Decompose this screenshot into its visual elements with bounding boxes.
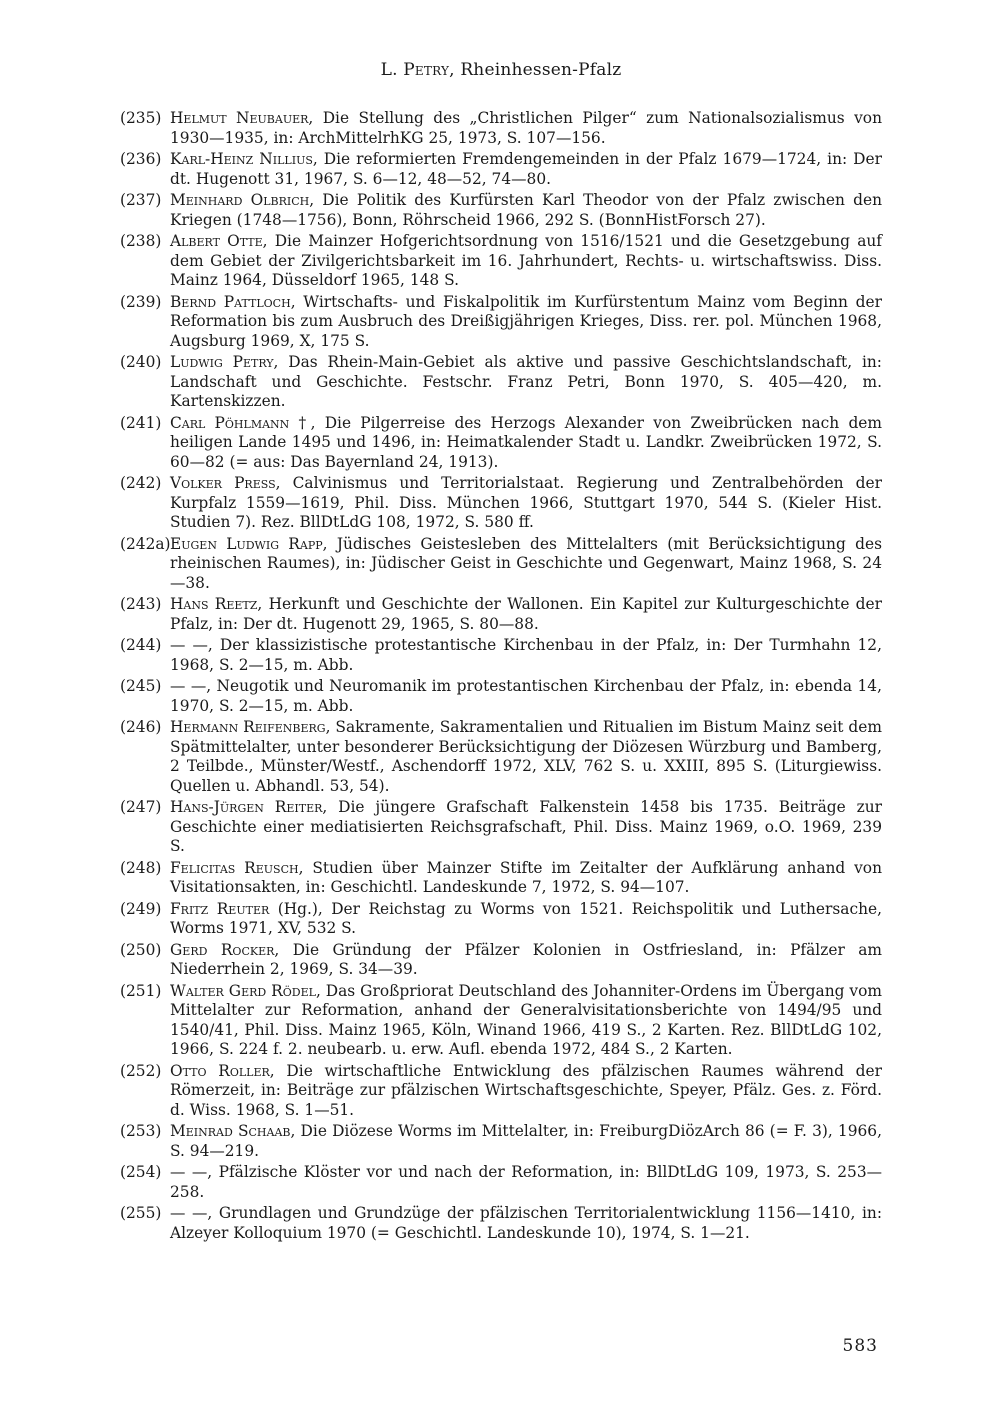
- entry-author: Gerd Rocker: [170, 940, 275, 959]
- bibliography-entry: [120, 293, 882, 352]
- bibliography-entry: [120, 191, 882, 230]
- entry-author: Ludwig Petry: [170, 353, 274, 371]
- entry-author: Eugen Ludwig Rapp: [170, 534, 323, 553]
- entry-number: (251): [120, 981, 162, 1000]
- entry-text: — —, Grundlagen und Grundzüge der pfälzischen Territorialentwicklung 1156—1410, in: Alzeyer Kolloquium 1970 (= Geschichtl. Landeskunde 10), 1974, S. 1—21.: [170, 1204, 882, 1242]
- bibliography-entry: [120, 353, 882, 412]
- entry-number: (241): [120, 413, 162, 432]
- entry-number: (244): [120, 636, 162, 654]
- bibliography-entry: [120, 1204, 882, 1243]
- entry-number: (247): [120, 798, 162, 816]
- running-head-author: L. Petry: [380, 60, 450, 80]
- entry-number: (248): [120, 858, 162, 877]
- entry-text: , Jüdisches Geistesleben des Mittelalters (mit Berücksichtigung des rheinischen Raumes), in: Jüdischer Geist in Geschichte und Gegenwart, Mainz 1968, S. 24—38.: [170, 534, 882, 592]
- bibliography-entry: [120, 109, 882, 148]
- entry-text: , Die jüngere Grafschaft Falkenstein 1458 bis 1735. Beiträge zur Geschichte einer mediatisierten Reichsgrafschaft, Phil. Diss. Mainz 1969, o.O. 1969, 239 S.: [170, 798, 882, 855]
- entry-author: Hans-Jürgen Reiter: [170, 798, 323, 816]
- entry-author: Meinrad Schaab: [170, 1122, 291, 1140]
- bibliography-entry: [120, 535, 882, 594]
- entry-author: Meinhard Olbrich: [170, 191, 310, 209]
- entry-number: (240): [120, 353, 162, 371]
- entry-author: Albert Otte: [170, 232, 263, 250]
- bibliography-entry: [120, 1163, 882, 1202]
- entry-author: Hermann Reifenberg: [170, 718, 326, 736]
- entry-text: (Hg.), Der Reichstag zu Worms von 1521. Reichspolitik und Luthersache, Worms 1971, XV, 532 S.: [170, 899, 882, 937]
- bibliography-entry: [120, 859, 882, 898]
- entry-author: Helmut Neubauer: [170, 109, 309, 127]
- entry-text: — —, Neugotik und Neuromanik im protestantischen Kirchenbau der Pfalz, in: ebenda 14, 1970, S. 2—15, m. Abb.: [170, 677, 882, 715]
- entry-text: , Sakramente, Sakramentalien und Ritualien im Bistum Mainz seit dem Spätmittelalter, unter besonderer Berücksichtigung der Diözesen Würzburg und Bamberg, 2 Teilbde., Münster/Westf., Aschendorff 1972, XLV, 762 S. u. XXIII, 895 S. (Liturgiewiss. Quellen u. Abhandl. 53, 54).: [170, 718, 882, 795]
- entry-text: , Die reformierten Fremdengemeinden in der Pfalz 1679—1724, in: Der dt. Hugenott 31, 1967, S. 6—12, 48—52, 74—80.: [170, 150, 882, 188]
- entry-text: , Die Mainzer Hofgerichtsordnung von 1516/1521 und die Gesetzgebung auf dem Gebiet der Zivilgerichtsbarkeit im 16. Jahrhundert, Rechts- u. wirtschaftswiss. Diss. Mainz 1964, Düsseldorf 1965, 148 S.: [170, 232, 882, 289]
- entry-number: (250): [120, 940, 162, 959]
- entry-text: — —, Pfälzische Klöster vor und nach der Reformation, in: BllDtLdG 109, 1973, S. 253—258.: [170, 1163, 882, 1201]
- entry-author: Otto Roller: [170, 1061, 270, 1080]
- bibliography-list: [120, 109, 882, 1245]
- running-head-separator: ,: [449, 60, 461, 80]
- entry-text: , Die Pilgerreise des Herzogs Alexander von Zweibrücken nach dem heiligen Lande 1495 und 1496, in: Heimatkalender Stadt u. Landkr. Zweibrücken 1972, S. 60—82 (= aus: Das Bayernland 24, 1913).: [170, 413, 883, 471]
- entry-author: Felicitas Reusch: [170, 858, 299, 877]
- entry-number: (252): [120, 1061, 162, 1080]
- entry-author: Fritz Reuter: [170, 899, 270, 918]
- entry-number: (249): [120, 899, 162, 918]
- entry-number: (239): [120, 292, 162, 311]
- entry-text: , Die Stellung des „Christlichen Pilger“ zum Nationalsozialismus von 1930—1935, in: ArchMittelrhKG 25, 1973, S. 107—156.: [170, 109, 882, 147]
- bibliography-entry: [120, 1062, 882, 1121]
- entry-number: (238): [120, 232, 162, 250]
- bibliography-entry: [120, 150, 882, 189]
- bibliography-entry: [120, 677, 882, 716]
- bibliography-entry: [120, 900, 882, 939]
- document-page: [120, 0, 882, 1419]
- bibliography-entry: [120, 718, 882, 796]
- entry-number: (237): [120, 191, 162, 209]
- page-number: 583: [842, 1336, 878, 1356]
- bibliography-entry: [120, 941, 882, 980]
- bibliography-entry: [120, 595, 882, 634]
- entry-number: (255): [120, 1204, 162, 1222]
- entry-number: (254): [120, 1163, 162, 1181]
- running-head: [120, 60, 882, 80]
- entry-text: , Calvinismus und Territorialstaat. Regierung und Zentralbehörden der Kurpfalz 1559—1619, Phil. Diss. München 1966, Stuttgart 1970, 544 S. (Kieler Hist. Studien 7). Rez. BllDtLdG 108, 1972, S. 580 ff.: [170, 474, 883, 531]
- entry-text: , Die wirtschaftliche Entwicklung des pfälzischen Raumes während der Römerzeit, in: Beiträge zur pfälzischen Wirtschaftsgeschichte, Speyer, Pfälz. Ges. z. Förd. d. Wiss. 1968, S. 1—51.: [170, 1061, 882, 1119]
- bibliography-entry: [120, 636, 882, 675]
- entry-number: (253): [120, 1122, 162, 1140]
- entry-text: , Das Großpriorat Deutschland des Johanniter-Ordens im Übergang vom Mittelalter zur Reformation, anhand der Generalvisitationsberichte von 1494/95 und 1540/41, Phil. Diss. Mainz 1965, Köln, Winand 1966, 419 S., 2 Karten. Rez. BllDtLdG 102, 1966, S. 224 f. 2. neubearb. u. erw. Aufl. ebenda 1972, 484 S., 2 Karten.: [170, 981, 882, 1058]
- entry-text: , Studien über Mainzer Stifte im Zeitalter der Aufklärung anhand von Visitationsakten, in: Geschichtl. Landeskunde 7, 1972, S. 94—107.: [170, 858, 882, 896]
- entry-author: Volker Press: [170, 474, 276, 492]
- entry-text: , Die Gründung der Pfälzer Kolonien in Ostfriesland, in: Pfälzer am Niederrhein 2, 1969, S. 34—39.: [170, 940, 882, 978]
- entry-text: , Die Politik des Kurfürsten Karl Theodor von der Pfalz zwischen den Kriegen (1748—1756), Bonn, Röhrscheid 1966, 292 S. (BonnHistForsch 27).: [170, 191, 882, 229]
- entry-author: Hans Reetz: [170, 595, 258, 613]
- entry-text: , Das Rhein-Main-Gebiet als aktive und passive Geschichtslandschaft, in: Landschaft und Geschichte. Festschr. Franz Petri, Bonn 1970, S. 405—420, m. Kartenskizzen.: [170, 353, 882, 410]
- entry-number: (242): [120, 474, 162, 492]
- bibliography-entry: [120, 232, 882, 291]
- entry-author: Walter Gerd Rödel: [170, 981, 316, 1000]
- entry-text: , Wirtschafts- und Fiskalpolitik im Kurfürstentum Mainz vom Beginn der Reformation bis zum Ausbruch des Dreißigjährigen Krieges, Diss. rer. pol. München 1968, Augsburg 1969, X, 175 S.: [170, 292, 882, 350]
- entry-author: Karl-Heinz Nillius: [170, 150, 313, 168]
- bibliography-entry: [120, 414, 882, 473]
- running-head-title: Rheinhessen-Pfalz: [460, 60, 622, 80]
- bibliography-entry: [120, 474, 882, 533]
- bibliography-entry: [120, 1122, 882, 1161]
- entry-author: Carl Pöhlmann †: [170, 413, 311, 432]
- bibliography-entry: [120, 982, 882, 1060]
- entry-number: (243): [120, 595, 162, 613]
- entry-text: , Die Diözese Worms im Mittelalter, in: FreiburgDiözArch 86 (= F. 3), 1966, S. 94—219.: [170, 1122, 882, 1160]
- bibliography-entry: [120, 798, 882, 857]
- entry-number: (235): [120, 109, 162, 127]
- entry-number: (242a): [120, 534, 171, 553]
- entry-number: (236): [120, 150, 162, 168]
- entry-number: (245): [120, 677, 162, 695]
- entry-text: — —, Der klassizistische protestantische Kirchenbau in der Pfalz, in: Der Turmhahn 12, 1968, S. 2—15, m. Abb.: [170, 636, 882, 674]
- entry-author: Bernd Pattloch: [170, 292, 291, 311]
- entry-text: , Herkunft und Geschichte der Wallonen. Ein Kapitel zur Kulturgeschichte der Pfalz, in: Der dt. Hugenott 29, 1965, S. 80—88.: [170, 595, 882, 633]
- entry-number: (246): [120, 718, 162, 736]
